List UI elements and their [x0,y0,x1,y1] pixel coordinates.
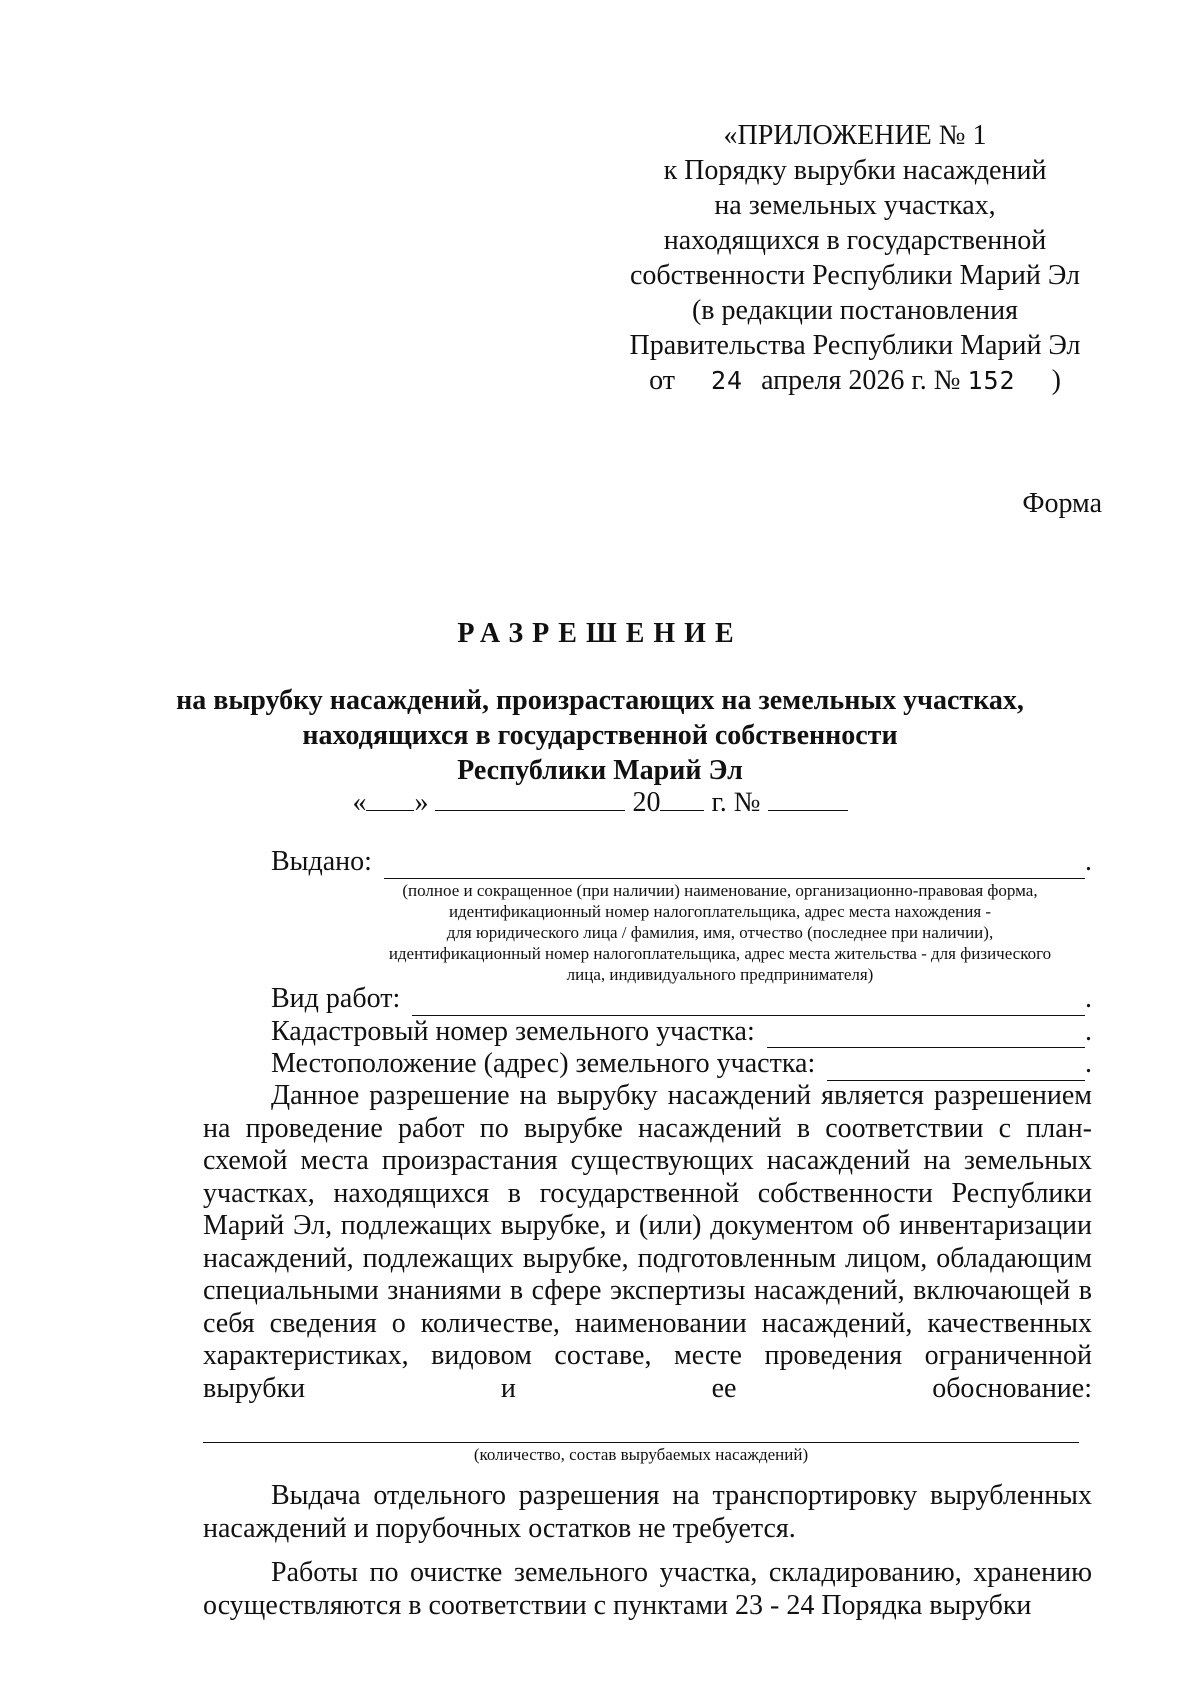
cadastral-label: Кадастровый номер земельного участка: [271,1015,755,1047]
document-title: РАЗРЕШЕНИЕ [457,618,743,649]
end-mark: . [1085,1048,1092,1079]
form-label: Форма [1022,488,1102,519]
open-quote: « [352,787,367,818]
issued-field [203,846,1092,879]
note-line: для юридического лица / фамилия, имя, отчество (последнее при наличии), [446,923,994,942]
date-day: 24 [710,366,744,395]
date-close: ) [1051,365,1061,396]
quantity-blank[interactable] [203,1428,1079,1443]
appendix-header [605,118,1105,398]
subtitle-line: на вырубку насаждений, произрастающих на земельных участках, [176,685,1024,716]
cadastral-blank[interactable] [767,1023,1085,1048]
appendix-date-line [605,363,1105,398]
document-subtitle [150,683,1050,788]
date-prefix: от [649,365,675,396]
appendix-line: «ПРИЛОЖЕНИЕ № 1 [723,120,987,151]
main-paragraph-text: Данное разрешение на вырубку насаждений является разрешением на проведение работ по вырубке насаждений в соответствии с план-схемой места произрастания существующих насаждений на земельных участках, находящихся в государственной собственности Республики Марий Эл, подлежащих вырубке, и (или) документом об инвентаризации насаждений, подлежащих вырубке, подготовленным лицом, обладающим специальными знаниями в сфере экспертизы насаждений, включающей в себя сведения о количестве, наименовании насаждений, качественных характеристиках, видовом составе, месте проведения ограниченной вырубки и ее обоснование: [203,1080,1092,1404]
appendix-line: собственности Республики Марий Эл [630,260,1080,291]
detail-fields [203,983,1092,1081]
issued-blank[interactable] [384,854,1085,879]
transport-paragraph-text: Выдача отдельного разрешения на транспортировку вырубленных насаждений и порубочных остатков не требуется. [203,1480,1092,1544]
year-prefix: 20 [632,787,661,818]
location-label: Местоположение (адрес) земельного участка: [271,1048,816,1079]
appendix-line: на земельных участках, [714,190,996,221]
day-blank [366,784,414,811]
number-blank [768,784,848,811]
decree-number: 152 [967,366,1016,395]
note-line: идентификационный номер налогоплательщика, адрес места нахождения - [448,902,992,921]
subtitle-line: Республики Марий Эл [457,755,743,786]
main-paragraph [203,1080,1092,1405]
transport-paragraph [203,1480,1092,1545]
appendix-line: Правительства Республики Марий Эл [629,330,1081,361]
end-mark: . [1085,846,1092,877]
month-blank [435,784,625,811]
appendix-line: к Порядку вырубки насаждений [663,155,1047,186]
number-label: г. № [711,787,761,818]
cleanup-paragraph [203,1557,1092,1622]
close-quote: » [414,787,429,818]
subtitle-line: находящихся в государственной собственности [302,720,898,751]
appendix-line: находящихся в государственной [663,225,1047,256]
work-type-label: Вид работ: [271,983,401,1014]
date-month-year: апреля 2026 г. № [761,365,961,396]
work-type-blank[interactable] [412,991,1085,1016]
permit-date-row [0,784,1200,820]
note-line: лица, индивидуального предпринимателя) [566,965,874,984]
issued-note [360,880,1080,985]
cleanup-paragraph-text: Работы по очистке земельного участка, складированию, хранению осуществляются в соответствии с пунктами 23 - 24 Порядка вырубки [203,1557,1092,1621]
note-line: идентификационный номер налогоплательщика, адрес места жительства - для физического [388,944,1052,963]
end-mark: . [1085,983,1092,1014]
location-blank[interactable] [827,1056,1085,1081]
year-blank [660,784,704,811]
end-mark: . [1085,1015,1092,1047]
note-line: (полное и сокращенное (при наличии) наименование, организационно-правовая форма, [402,881,1038,900]
appendix-line: (в редакции постановления [691,295,1019,326]
quantity-note: (количество, состав вырубаемых насаждений) [473,1445,809,1464]
issued-label: Выдано: [271,846,372,877]
